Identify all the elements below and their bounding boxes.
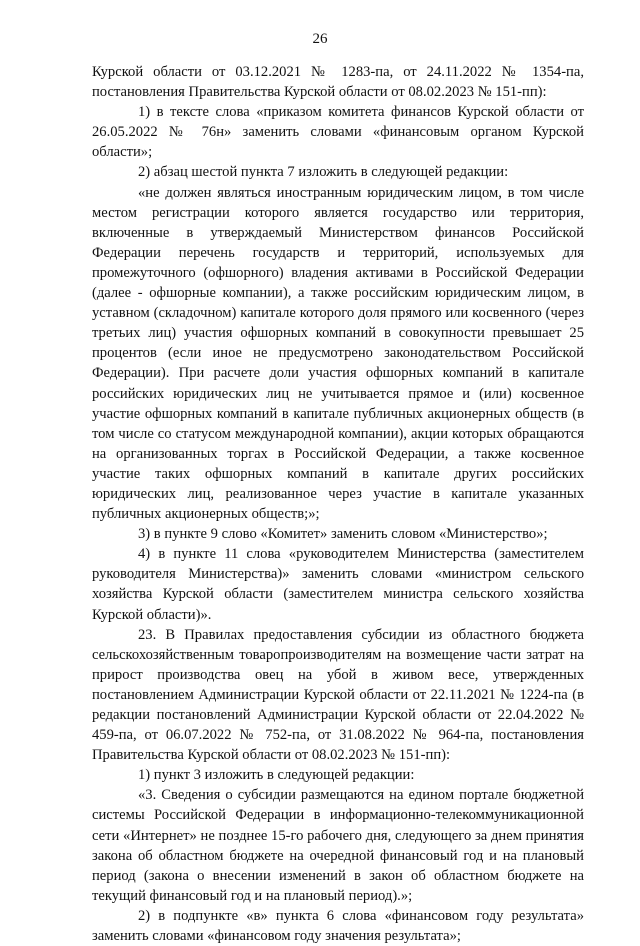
paragraph-item-1-section-23: 1) пункт 3 изложить в следующей редакции:: [138, 767, 415, 784]
paragraph-item-3: 3) в пункте 9 слово «Комитет» заменить словом «Министерство»;: [138, 526, 548, 543]
paragraph-item-2: 2) абзац шестой пункта 7 изложить в следующей редакции:: [138, 164, 509, 181]
paragraph-item-1: 1) в тексте слова «приказом комитета финансов Курской области от 26.05.2022 № 76н» заменить словами «финансовым органом Курской области»;: [92, 104, 584, 161]
paragraph-item-4: 4) в пункте 11 слова «руководителем Министерства (заместителем руководителя Министерства)» заменить словами «министром сельского хозяйства Курской области (заместителем министра сельского хозяйства Курской области)».: [92, 546, 584, 623]
document-body: [92, 62, 584, 946]
paragraph-item-2-section-23: 2) в подпункте «в» пункта 6 слова «финансовом году результата» заменить словами «финансовом году значения результата»;: [92, 907, 584, 945]
page-number: 26: [312, 31, 328, 47]
paragraph-quote-offshore: «не должен являться иностранным юридическим лицом, в том числе местом регистрации которого является государство или территория, включенные в утверждаемый Министерством финансов Российской Федерации перечень государств и территорий, используемых для промежуточного (офшорного) владения активами в Российской Федерации (далее - офшорные компании), а также российским юридическим лицом, в уставном (складочном) капитале которого доля прямого или косвенного (через третьих лиц) участия офшорных компаний в совокупности превышает 25 процентов (если иное не предусмотрено законодательством Российской Федерации). При расчете доли участия офшорных компаний в капитале российских юридических лиц не учитывается прямое и (или) косвенное участие офшорных компаний в капитале публичных акционерных обществ (в том числе со статусом международной компании), акции которых обращаются на организованных торгах в Российской Федерации, а также косвенное участие таких офшорных компаний в капитале других российских юридических лиц, реализованное через участие в капитале указанных публичных акционерных обществ;»;: [92, 184, 584, 523]
paragraph-section-23: 23. В Правилах предоставления субсидии из областного бюджета сельскохозяйственным товаропроизводителям на возмещение части затрат на прирост производства овец на убой в живом весе, утвержденных постановлением Администрации Курской области от 22.11.2021 № 1224-па (в редакции постановлений Администрации Курской области от 22.04.2022 № 459-па, от 06.07.2022 № 752-па, от 31.08.2022 № 964-па, постановления Правительства Курской области от 08.02.2023 № 151-пп):: [92, 626, 584, 764]
paragraph-continuation: Курской области от 03.12.2021 № 1283-па, от 24.11.2022 № 1354-па, постановления Правительства Курской области от 08.02.2023 № 151-пп):: [92, 64, 584, 101]
paragraph-quote-subsidy-info: «3. Сведения о субсидии размещаются на едином портале бюджетной системы Российской Федерации в информационно-телекоммуникационной сети «Интернет» не позднее 15-го рабочего дня, следующего за днем принятия закона об областном бюджете на очередной финансовый год и на плановый период (закона о внесении изменений в закон об областном бюджете на текущий финансовый год и на плановый период).»;: [92, 787, 584, 904]
